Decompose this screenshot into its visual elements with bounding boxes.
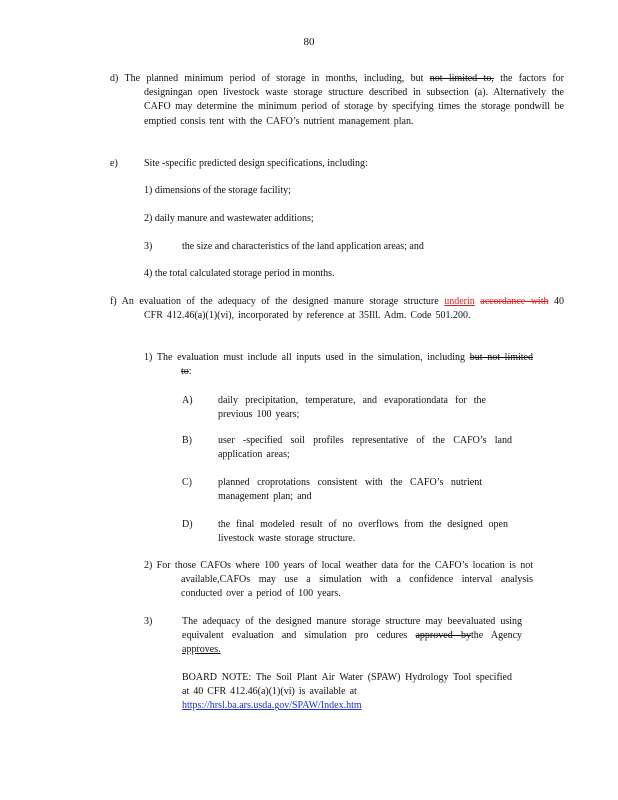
item-f-sub1-B-text: user -specified soil profiles representative of the CAFO’s land application areas;: [218, 435, 512, 461]
item-f-sub1-colon: :: [188, 366, 192, 378]
item-f-sub1-B-label: B): [182, 435, 192, 446]
item-f-sub2: 2) For those CAFOs where 100 years of local weather data for the CAFO’s location is not available,CAFOs may use a simulation with a confidence interval analysis conducted over a period of 100 years.: [144, 560, 533, 600]
item-f-sub1-struck: but not limited to: [181, 352, 533, 378]
item-f-sub3-underlined: approves.: [182, 644, 221, 656]
item-f-sub3-struck: approved by: [415, 630, 471, 642]
item-f-sub1-A-text: daily precipitation, temperature, and evaporationdata for the previous 100 years;: [218, 395, 486, 421]
item-f-sub1-C-text: planned croprotations consistent with the CAFO’s nutrient management plan; and: [218, 477, 482, 503]
item-f-sub1: [144, 351, 533, 379]
page-number: 80: [303, 36, 315, 48]
spaw-link[interactable]: https://hrsl.ba.ars.usda.gov/SPAW/Index.htm: [182, 700, 362, 712]
item-f-inserted: underin: [444, 296, 475, 307]
item-f-rest: 40 CFR 412.46(a)(1)(vi), incorporated by reference at 35Ill. Adm. Code 501.200.: [144, 296, 564, 322]
item-e-sub3: the size and characteristics of the land application areas; and: [182, 241, 424, 252]
item-f-sub3-label: 3): [144, 616, 153, 627]
item-d-rest: the factors for designingan open livestock waste storage structure described in subsection (a). Alternatively the CAFO may determine the minimum period of storage by specifying times the storage pondwill be emptied consis tent with the CAFO’s nutrient management plan.: [144, 73, 564, 127]
item-f-sub3: [182, 615, 522, 658]
item-d-struck: not limited to,: [429, 73, 494, 84]
item-f-sub1-text: 1) The evaluation must include all inputs used in the simulation, including: [144, 352, 466, 363]
board-note-text: BOARD NOTE: The Soil Plant Air Water (SPAW) Hydrology Tool specified at 40 CFR 412.46(a)(1)(vi) is available at: [182, 672, 512, 698]
item-f-sub1-D-label: D): [182, 519, 193, 530]
item-e-label: e): [110, 158, 118, 169]
item-f-sub3-text: The adequacy of the designed manure storage structure may beevaluated using equivalent evaluation and simulation pro cedures: [182, 616, 522, 642]
item-e-text: Site -specific predicted design specifications, including:: [144, 158, 368, 169]
item-e-sub1: 1) dimensions of the storage facility;: [144, 185, 291, 196]
item-f-sub1-A-label: A): [182, 395, 193, 406]
item-e-sub3-label: 3): [144, 241, 153, 252]
item-d: [110, 72, 564, 129]
item-f-sub3-text2: the Agency: [470, 630, 523, 642]
board-note: [182, 671, 512, 714]
item-f-lead: f) An evaluation of the adequacy of the designed manure storage structure: [110, 296, 439, 307]
item-e-sub4: 4) the total calculated storage period in months.: [144, 268, 335, 279]
item-f: [110, 295, 564, 323]
item-d-lead: d) The planned minimum period of storage in months, including, but: [110, 73, 424, 84]
item-f-struck: accordance with: [480, 296, 549, 307]
item-e-sub2: 2) daily manure and wastewater additions;: [144, 213, 314, 224]
item-f-sub1-D-text: the final modeled result of no overflows from the designed open livestock waste storage structure.: [218, 519, 508, 545]
item-f-sub1-C-label: C): [182, 477, 192, 488]
